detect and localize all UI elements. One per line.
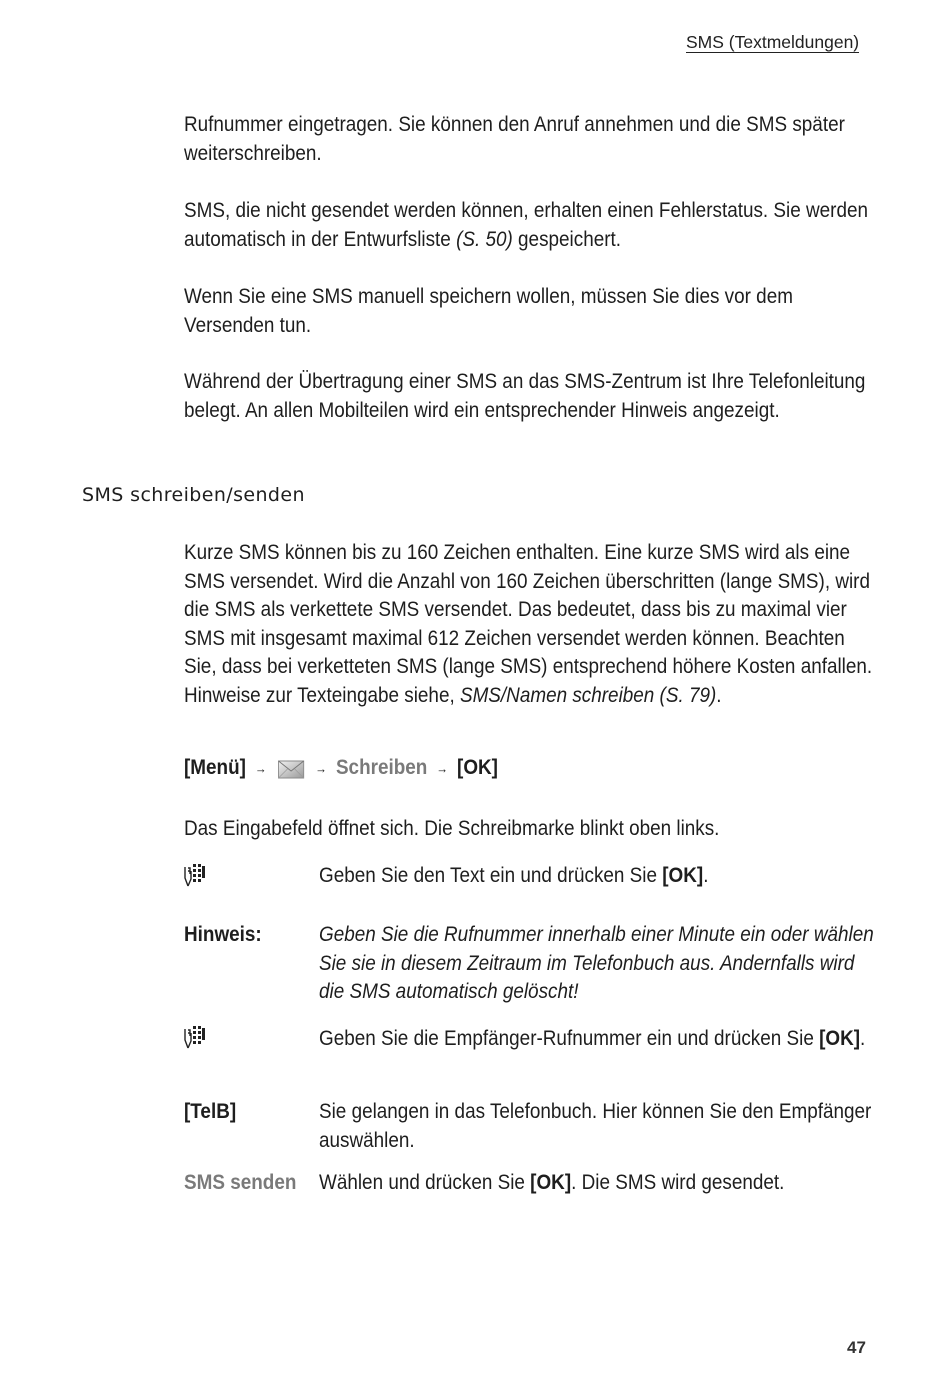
paragraph-continuation: Rufnummer eingetragen. Sie können den Anruf annehmen und die SMS später weiterschreiben. (184, 113, 845, 165)
step-send (319, 1169, 877, 1198)
section-title: SMS schreiben/senden (82, 484, 305, 506)
menu-key: [Menü] (184, 756, 246, 779)
paragraph-text: SMS, die nicht gesendet werden können, erhalten einen Fehlerstatus. Sie werden automatisch in der Entwurfsliste (184, 199, 868, 251)
paragraph-manual-save: Wenn Sie eine SMS manuell speichern wollen, müssen Sie dies vor dem Versenden tun. (184, 285, 793, 337)
note-label: Hinweis: (184, 923, 262, 946)
arrow-right-icon: → (436, 761, 449, 776)
page-number: 47 (847, 1338, 866, 1357)
ok-key: [OK] (662, 864, 704, 887)
menu-item-sms-senden: SMS senden (184, 1171, 297, 1194)
keypad-icon (182, 862, 206, 888)
step-enter-text (319, 862, 877, 891)
keypad-icon (182, 1024, 206, 1050)
ok-key: [OK] (530, 1171, 572, 1194)
menu-item-schreiben: Schreiben (335, 756, 428, 779)
arrow-right-icon: → (254, 761, 267, 776)
note-text: Geben Sie die Rufnummer innerhalb einer Minute ein oder wählen Sie sie in diesem Zeitraum im Telefonbuch aus. Andernfalls wird die SMS automatisch gelöscht! (319, 923, 874, 1004)
arrow-right-icon: → (315, 761, 327, 776)
paragraph-text: gespeichert. (512, 227, 622, 251)
ok-key: [OK] (819, 1027, 861, 1050)
step-text: . Die SMS wird gesendet. (571, 1171, 785, 1194)
paragraph-input-field: Das Eingabefeld öffnet sich. Die Schreibmarke blinkt oben links. (184, 817, 720, 840)
paragraph-sms-length (184, 539, 877, 711)
telb-key: [TelB] (184, 1100, 237, 1123)
step-text: . (860, 1027, 866, 1050)
paragraph-text: . (716, 683, 722, 707)
ok-key: [OK] (457, 756, 498, 779)
page-reference: (S. 50) (456, 227, 513, 251)
menu-path (184, 754, 498, 782)
paragraph-text: Kurze SMS können bis zu 160 Zeichen enthalten. Eine kurze SMS wird als eine SMS versendet. Wird die Anzahl von 160 Zeichen überschritten (lange SMS), wird die SMS als verkettete SMS versendet. Das bedeutet, dass bis zu maximal vier SMS mit insgesamt maximal 612 Zeichen versendet werden können. Beachten Sie, dass bei verketteten SMS (lange SMS) entsprechend höhere Kosten anfallen. Hinweise zur Texteingabe siehe, (184, 541, 873, 707)
page-reference: SMS/Namen schreiben (S. 79) (459, 683, 717, 707)
step-enter-recipient (319, 1025, 877, 1054)
paragraph-error-status (184, 197, 877, 254)
paragraph-transmission: Während der Übertragung einer SMS an das SMS-Zentrum ist Ihre Telefonleitung belegt. An allen Mobilteilen wird ein entsprechender Hinweis angezeigt. (184, 370, 866, 422)
step-text: Geben Sie den Text ein und drücken Sie (319, 864, 663, 887)
step-phonebook: Sie gelangen in das Telefonbuch. Hier können Sie den Empfänger auswählen. (319, 1100, 872, 1152)
running-header: SMS (Textmeldungen) (686, 32, 860, 52)
envelope-icon (277, 759, 304, 778)
step-text: . (703, 864, 709, 887)
step-text: Geben Sie die Empfänger-Rufnummer ein und drücken Sie (319, 1027, 820, 1050)
step-text: Wählen und drücken Sie (319, 1171, 531, 1194)
